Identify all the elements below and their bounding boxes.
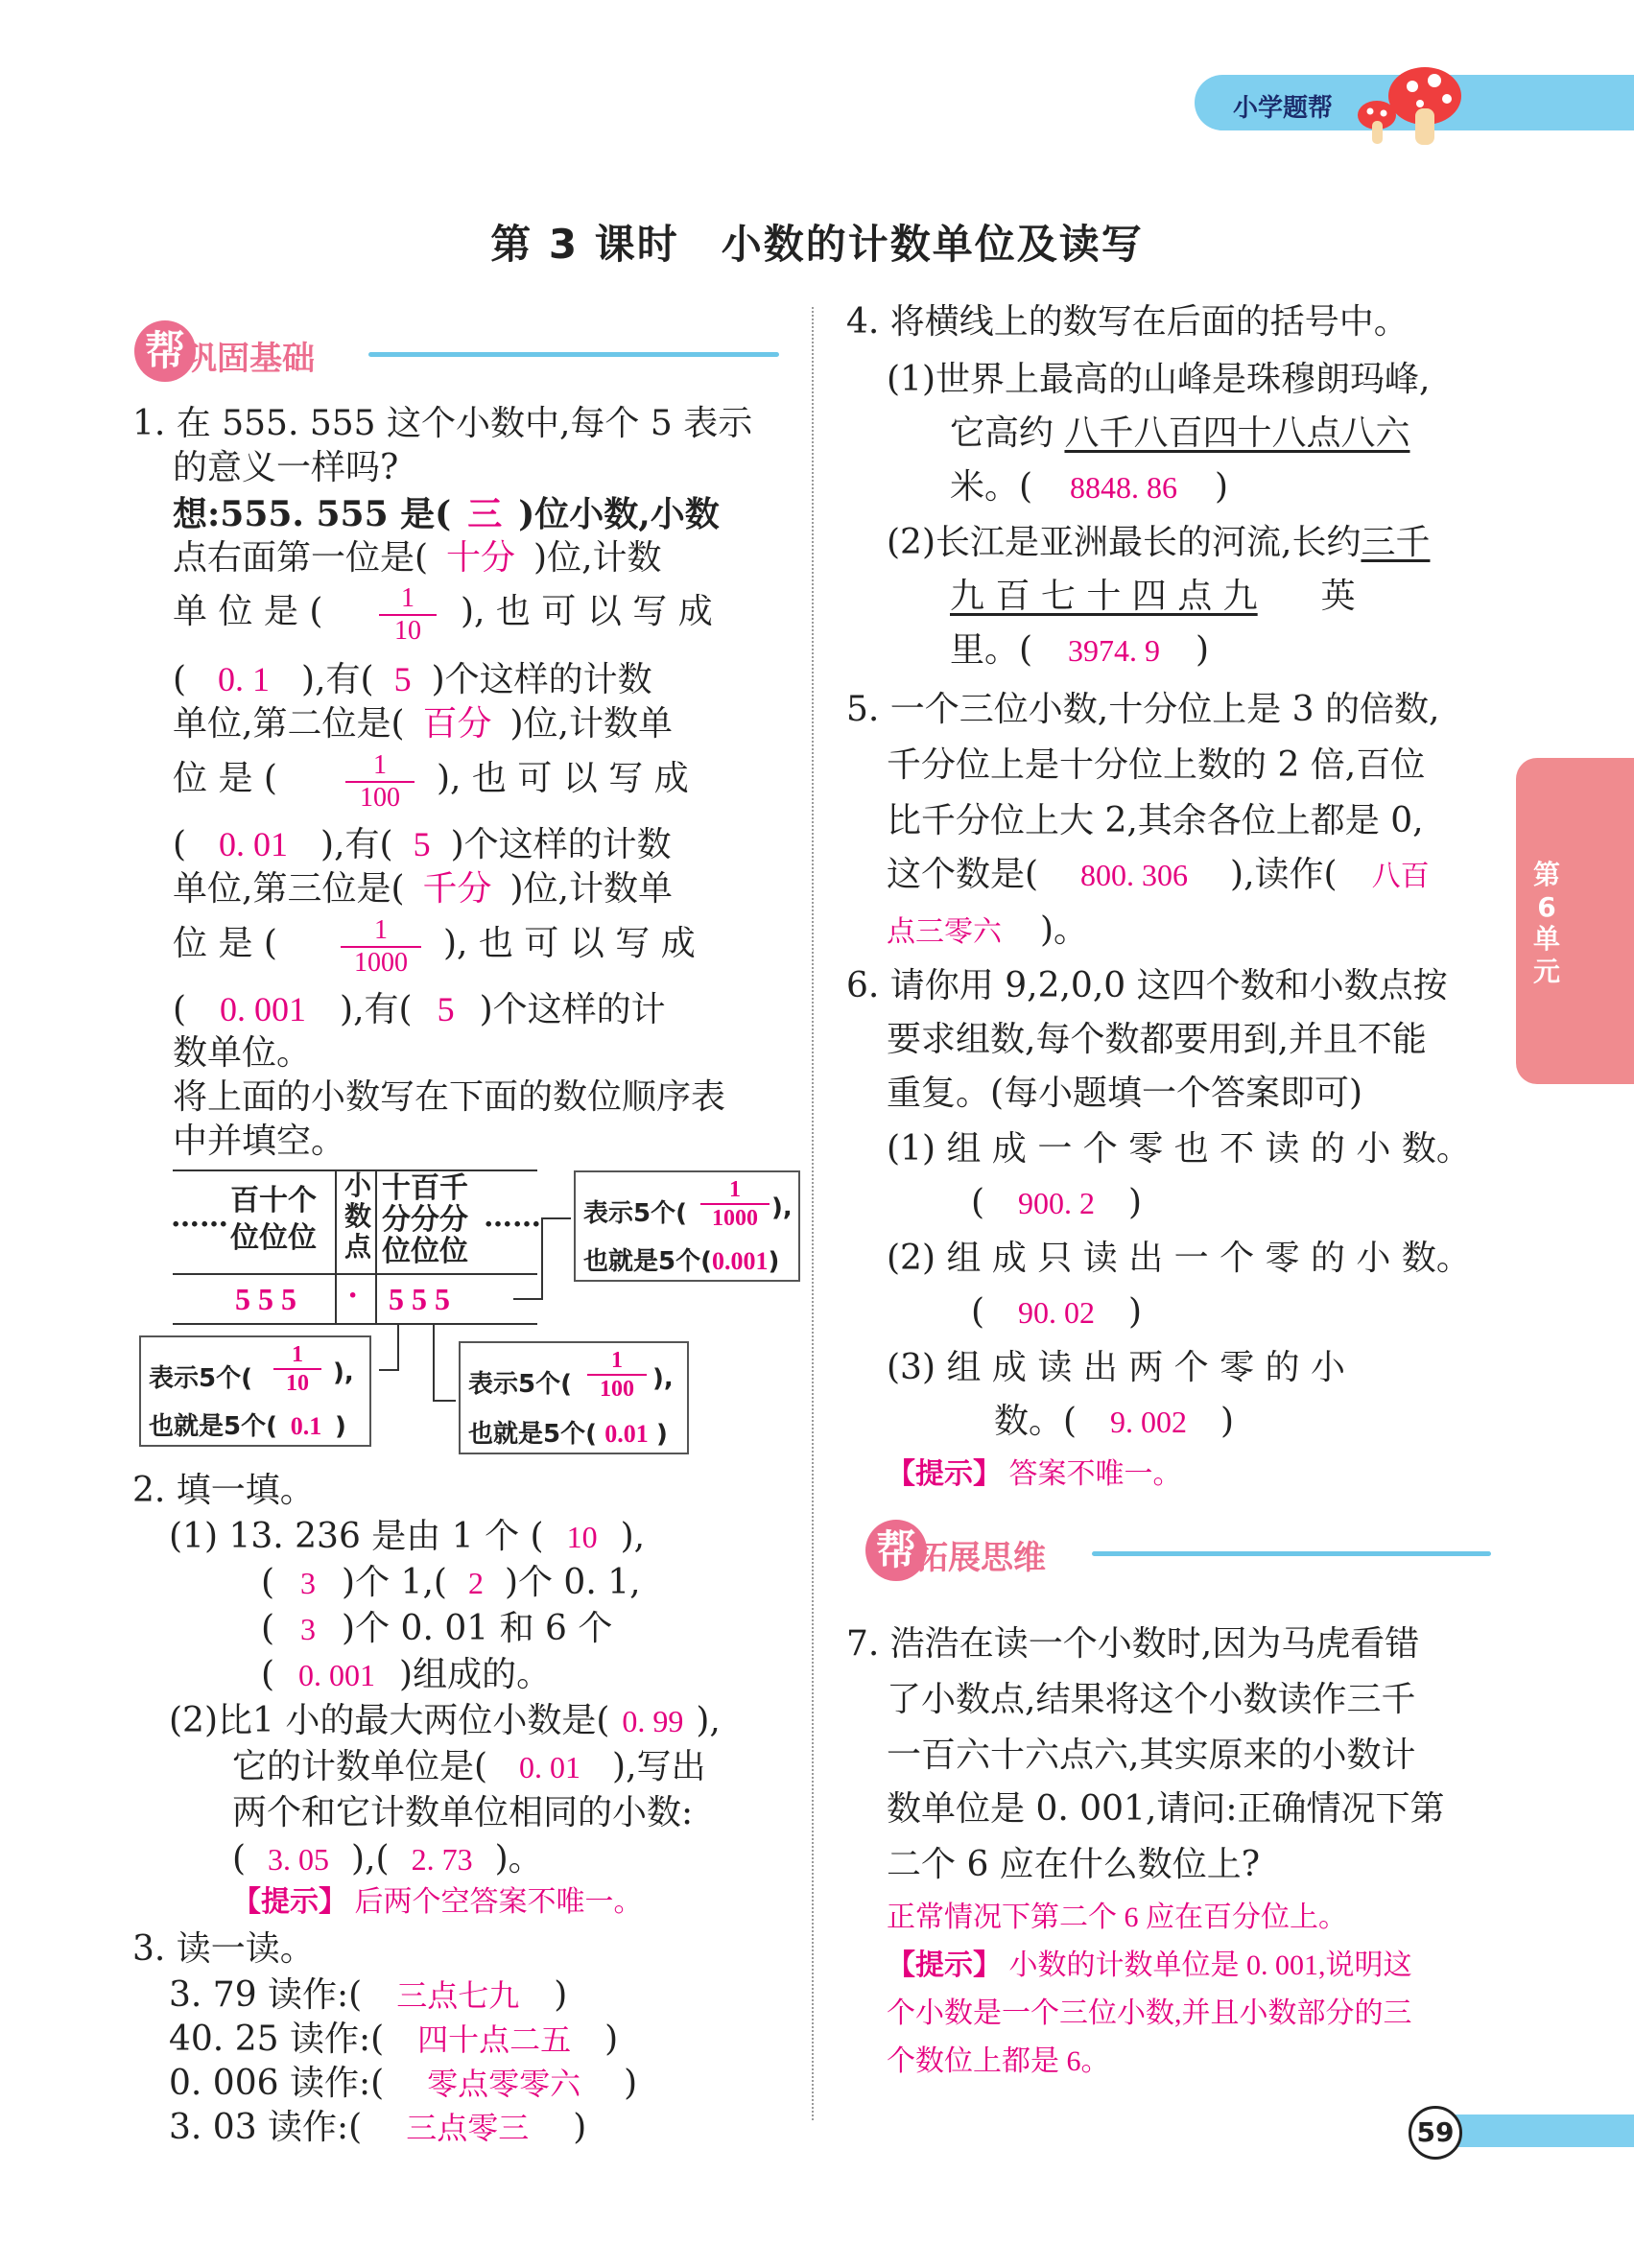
q2-line: 两个和它计数单位相同的小数: xyxy=(232,1793,694,1832)
section-badge: 帮 xyxy=(865,1520,927,1581)
q2-line: (2)比1 小的最大两位小数是( 0. 99 ), xyxy=(169,1701,721,1740)
q1-line: 数单位。 xyxy=(173,1033,312,1073)
page-number: 59 xyxy=(1409,2106,1462,2160)
q3-item: 3. 03 读作:( 三点零三 ) xyxy=(169,2108,587,2147)
answer: 八百 xyxy=(1371,861,1430,892)
q5-line: 这个数是( 800. 306 ),读作( 八百 xyxy=(887,855,1430,894)
fraction: 1 1000 xyxy=(341,917,421,977)
q1-line: ( 0. 01 ),有( 5 )个这样的计数 xyxy=(173,825,672,864)
q6-line: 重复。(每小题填一个答案即可) xyxy=(887,1074,1363,1113)
q4-title: 4. 将横线上的数写在后面的括号中。 xyxy=(846,302,1409,342)
q2-line: ( 3 )个 0. 01 和 6 个 xyxy=(261,1609,613,1648)
q1-line: ), 也 可 以 写 成 xyxy=(461,592,713,631)
lesson-title: 第 3 课时 小数的计数单位及读写 xyxy=(490,221,1144,268)
section-extend-header xyxy=(865,1520,1491,1581)
fraction: 1 10 xyxy=(273,1343,321,1395)
answer: 3974. 9 xyxy=(1068,633,1161,668)
answer: 0.01 xyxy=(604,1420,649,1448)
q7-line: 一百六十六点六,其实原来的小数计 xyxy=(887,1736,1416,1775)
answer: 千分 xyxy=(422,869,492,908)
q4-line: 米。( 8848. 86 ) xyxy=(950,467,1229,507)
fraction: 1 1000 xyxy=(700,1178,770,1230)
answer: 零点零零六 xyxy=(427,2067,581,2101)
thousandths-box: 表示5个( 1 1000 ), 也就是5个(0.001) xyxy=(574,1170,800,1282)
q1-text: 的意义一样吗? xyxy=(173,448,399,487)
q7-tip: 个数位上都是 6。 xyxy=(887,2045,1110,2077)
table-int-digits: 5 5 5 xyxy=(235,1282,296,1316)
answer: 3 xyxy=(300,1612,317,1646)
q1-line: ), 也 可 以 写 成 xyxy=(437,759,689,798)
q6-line: (1) 组 成 一 个 零 也 不 读 的 小 数。 xyxy=(887,1129,1471,1169)
q4-line: (1)世界上最高的山峰是珠穆朗玛峰, xyxy=(887,360,1431,399)
fraction: 1 100 xyxy=(345,752,414,812)
table-dots-right: …… xyxy=(484,1200,541,1234)
q1-text: 1. 在 555. 555 这个小数中,每个 5 表示 xyxy=(132,404,753,443)
answer: 0. 99 xyxy=(622,1704,684,1738)
q5-line: 比千分位上大 2,其余各位上都是 0, xyxy=(887,801,1424,840)
q6-line: (2) 组 成 只 读 出 一 个 零 的 小 数。 xyxy=(887,1239,1471,1278)
q1-line: 单位,第三位是( 千分 )位,计数单 xyxy=(173,869,673,909)
q4-line: 里。( 3974. 9 ) xyxy=(950,630,1210,670)
q3-item: 40. 25 读作:( 四十点二五 ) xyxy=(169,2020,619,2059)
answer: 3 xyxy=(300,1566,317,1600)
section-badge: 帮 xyxy=(134,320,196,382)
q1-line: 单位,第二位是( 百分 )位,计数单 xyxy=(173,704,673,744)
answer: 0. 1 xyxy=(218,660,271,698)
q3-title: 3. 读一读。 xyxy=(132,1929,315,1969)
q5-line: 点三零六 )。 xyxy=(887,910,1089,950)
answer: 900. 2 xyxy=(1018,1186,1096,1220)
answer: 2. 73 xyxy=(411,1842,473,1877)
q6-line: 要求组数,每个数都要用到,并且不能 xyxy=(887,1020,1427,1059)
q1-think-line: 想:555. 555 是( 三 )位小数,小数 xyxy=(173,494,720,534)
fraction: 1 10 xyxy=(379,585,437,645)
answer: 0. 001 xyxy=(298,1658,376,1692)
q6-line: ( 900. 2 ) xyxy=(971,1183,1143,1222)
q6-tip: 【提示】 答案不唯一。 xyxy=(887,1458,1182,1490)
brand-label: 小学题帮 xyxy=(1233,94,1334,123)
answer: 90. 02 xyxy=(1018,1295,1096,1330)
fraction: 1 100 xyxy=(587,1349,647,1401)
section-line xyxy=(368,352,779,357)
q4-line: (2)长江是亚洲最长的河流,长约三千 xyxy=(887,523,1431,562)
answer: 0. 01 xyxy=(219,825,289,863)
q4-line: 它高约 八千八百四十八点八六 xyxy=(950,413,1410,453)
q2-line: 它的计数单位是( 0. 01 ),写出 xyxy=(232,1747,706,1786)
q7-line: 了小数点,结果将这个小数读作三千 xyxy=(887,1680,1416,1719)
answer: 十分 xyxy=(446,538,516,577)
q4-line: 九 百 七 十 四 点 九 英 xyxy=(950,577,1356,616)
section-basic-header xyxy=(134,320,779,382)
answer: 5 xyxy=(413,825,431,863)
answer: 800. 306 xyxy=(1080,858,1189,892)
q3-item: 3. 79 读作:( 三点七九 ) xyxy=(169,1975,568,2015)
q1-line: 点右面第一位是( 十分 )位,计数 xyxy=(173,538,662,578)
hundredths-box: 表示5个( 1 100 ), 也就是5个( 0.01 ) xyxy=(459,1341,689,1454)
table-dec-digits: 5 5 5 xyxy=(389,1282,450,1316)
q1-line: ( 0. 1 ),有( 5 )个这样的计数 xyxy=(173,660,652,699)
q7-line: 7. 浩浩在读一个小数时,因为马虎看错 xyxy=(846,1624,1420,1664)
q5-line: 千分位上是十分位上数的 2 倍,百位 xyxy=(887,745,1426,785)
answer: 5 xyxy=(393,660,412,698)
table-header-point: 小 数 点 xyxy=(343,1169,371,1264)
answer: 0.1 xyxy=(290,1412,322,1440)
q1-line: ( 0. 001 ),有( 5 )个这样的计 xyxy=(173,990,666,1029)
q5-line: 5. 一个三位小数,十分位上是 3 的倍数, xyxy=(846,690,1440,729)
answer: 8848. 86 xyxy=(1070,470,1178,505)
table-header-integer: 百十个 位位位 xyxy=(230,1184,317,1255)
q2-line: ( 0. 001 )组成的。 xyxy=(261,1655,552,1694)
q1-line: ), 也 可 以 写 成 xyxy=(443,924,696,963)
q2-tip: 【提示】 后两个空答案不唯一。 xyxy=(232,1886,643,1918)
section-line xyxy=(1092,1551,1491,1556)
q7-tip: 个小数是一个三位小数,并且小数部分的三 xyxy=(887,1997,1412,2029)
q2-line: ( 3. 05 ),( 2. 73 )。 xyxy=(232,1839,543,1878)
q3-item: 0. 006 读作:( 零点零零六 ) xyxy=(169,2064,638,2103)
q1-line: 将上面的小数写在下面的数位顺序表 xyxy=(173,1077,726,1117)
q7-tip: 【提示】 小数的计数单位是 0. 001,说明这 xyxy=(887,1949,1412,1981)
answer: 2 xyxy=(467,1566,484,1600)
q1-line: 位 是 ( xyxy=(173,759,277,798)
answer: 百分 xyxy=(422,704,492,743)
q6-line: (3) 组 成 读 出 两 个 零 的 小 xyxy=(887,1348,1345,1387)
answer: 三点零三 xyxy=(406,2111,530,2145)
answer: 5 xyxy=(437,990,455,1028)
answer: 三 xyxy=(467,495,503,533)
table-point: · xyxy=(347,1278,359,1313)
tenths-box: 表示5个( 1 10 ), 也就是5个( 0.1 ) xyxy=(139,1335,371,1447)
q6-line: ( 90. 02 ) xyxy=(971,1292,1143,1332)
answer: 9. 002 xyxy=(1110,1405,1188,1439)
section-basic-label: 巩固基础 xyxy=(184,340,315,378)
q1-line: 位 是 ( xyxy=(173,924,277,963)
q6-line: 6. 请你用 9,2,0,0 这四个数和小数点按 xyxy=(846,966,1448,1005)
q2-title: 2. 填一填。 xyxy=(132,1471,315,1510)
answer: 点三零六 xyxy=(887,916,1002,948)
answer: 10 xyxy=(566,1520,598,1554)
table-dots-left: …… xyxy=(171,1200,228,1234)
answer: 0. 001 xyxy=(220,990,307,1028)
answer: 四十点二五 xyxy=(417,2022,572,2057)
q7-line: 数单位是 0. 001,请问:正确情况下第 xyxy=(887,1789,1445,1829)
answer: 0.001 xyxy=(711,1247,769,1275)
answer: 三点七九 xyxy=(396,1978,520,2013)
answer: 3. 05 xyxy=(268,1842,330,1877)
q2-line: (1) 13. 236 是由 1 个 ( 10 ), xyxy=(169,1517,646,1556)
q7-line: 二个 6 应在什么数位上? xyxy=(887,1845,1261,1884)
section-extend-label: 拓展思维 xyxy=(915,1539,1046,1577)
answer: 0. 01 xyxy=(519,1750,581,1784)
table-header-decimal: 十百千 分分分 位位位 xyxy=(382,1171,468,1268)
q6-line: 数。( 9. 002 ) xyxy=(994,1402,1235,1441)
q7-answer: 正常情况下第二个 6 应在百分位上。 xyxy=(887,1902,1347,1933)
q1-line: 单 位 是 ( xyxy=(173,592,323,631)
mushroom-icon xyxy=(1343,56,1468,152)
q2-line: ( 3 )个 1,( 2 )个 0. 1, xyxy=(261,1563,641,1602)
page-band xyxy=(1439,2114,1634,2147)
unit-side-tab-label: 第6单元 xyxy=(1532,859,1560,987)
q1-line: 中并填空。 xyxy=(173,1122,346,1161)
